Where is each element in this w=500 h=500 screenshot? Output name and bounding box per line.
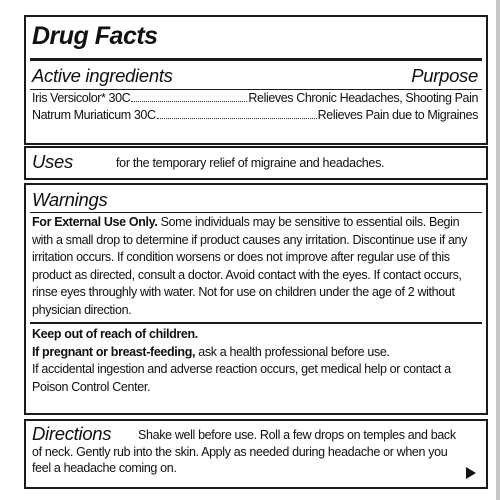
uses-panel [24,146,488,180]
ingredient-name: Natrum Muriaticum 30C [32,108,156,122]
warnings-section-divider [30,322,482,324]
uses-heading: Uses [32,151,73,172]
directions-heading: Directions [32,423,112,444]
ingredient-name: Iris Versicolor* 30C [32,91,131,105]
uses-text: for the temporary relief of migraine and headaches. [116,156,385,170]
directions-text: Shake well before use. Roll a few drops on temples and back of neck. Gently rub into the skin. Apply as needed during headache or when you feel a headache coming on. [32,428,456,475]
leader-dots [131,101,247,102]
keep-out-of-reach: Keep out of reach of children. [32,327,198,341]
directions-panel [24,419,488,489]
ingredient-purpose: Relieves Pain due to Migraines [317,108,478,122]
warnings-divider [30,212,482,213]
external-use-warning [32,214,480,320]
ingredient-row [32,91,478,107]
leader-dots [157,118,317,119]
ingestion-warning: If accidental ingestion and adverse reaction occurs, get medical help or contact a Poison Control Center. [32,362,451,394]
ingredients-divider [30,89,482,90]
right-triangle-icon [466,467,476,479]
safety-warnings [32,326,480,396]
ingredient-row [32,108,478,124]
pregnancy-text: ask a health professional before use. [195,344,390,359]
active-ingredients-heading: Active ingredients [32,65,173,86]
ingredient-purpose: Relieves Chronic Headaches, Shooting Pain [248,91,478,105]
title-divider [30,58,482,61]
page-edge-shadow [496,0,500,500]
page-title: Drug Facts [32,22,158,50]
external-use-text: Some individuals may be sensitive to essential oils. Begin with a small drop to determine if product causes any irritation. Discontinue use if any irritation occurs. If condition worsens or does not improve after regular use of this product as directed, consult a doctor. Avoid contact with the eyes. If contact occurs, rinse eyes throughly with water. Not for use on children under the age of 2 without physician direction. [32,215,468,317]
pregnancy-label: If pregnant or breast-feeding, [32,344,196,359]
warnings-heading: Warnings [32,189,108,210]
external-use-label: For External Use Only. [32,215,158,229]
pregnancy-warning [32,344,480,362]
warnings-panel [24,183,488,415]
purpose-heading: Purpose [411,65,478,86]
active-ingredients-panel [24,15,488,145]
